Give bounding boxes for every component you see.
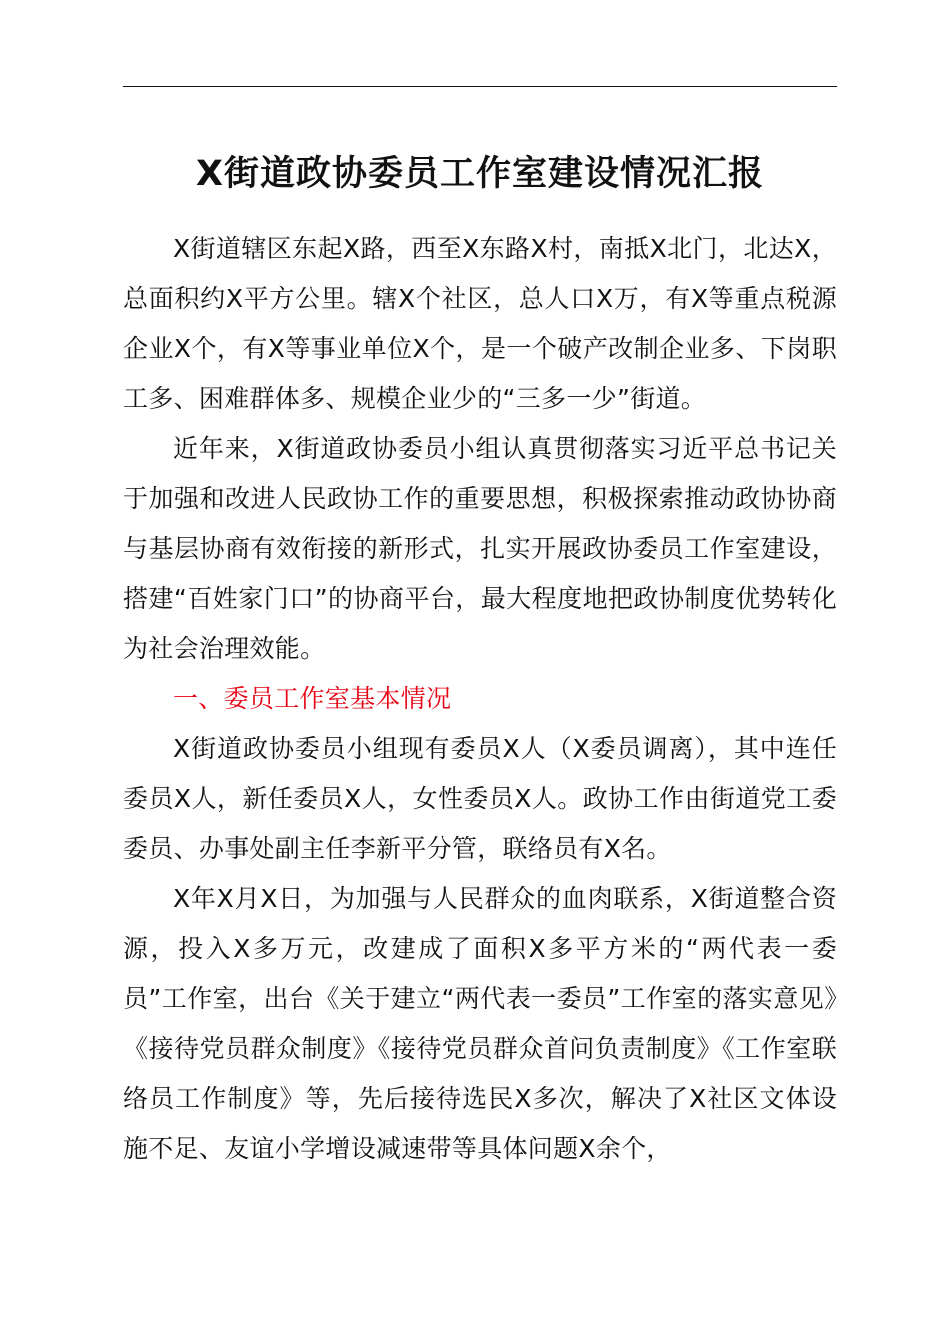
document-title: X街道政协委员工作室建设情况汇报: [196, 154, 764, 194]
section-1-paragraph-2: X年X月X日，为加强与人民群众的血肉联系，X街道整合资源，投入X多万元，改建成了面积X多平方米的“两代表一委员”工作室，出台《关于建立“两代表一委员”工作室的落实意见》《接待党员群众制度》《接待党员群众首问负责制度》《工作室联络员工作制度》等，先后接待选民X多次，解决了X社区文体设施不足、友谊小学增设减速带等具体问题X余个，: [123, 884, 837, 1163]
document-body: [123, 224, 837, 1174]
intro-paragraph-2: 近年来，X街道政协委员小组认真贯彻落实习近平总书记关于加强和改进人民政协工作的重要思想，积极探索推动政协协商与基层协商有效衔接的新形式，扎实开展政协委员工作室建设，搭建“百姓家门口”的协商平台，最大程度地把政协制度优势转化为社会治理效能。: [123, 434, 837, 663]
section-1-paragraph-1: X街道政协委员小组现有委员X人（X委员调离），其中连任委员X人，新任委员X人，女性委员X人。政协工作由街道党工委委员、办事处副主任李新平分管，联络员有X名。: [123, 734, 837, 863]
section-heading-1: 一、委员工作室基本情况: [173, 684, 452, 713]
intro-paragraph-1: X街道辖区东起X路，西至X东路X村，南抵X北门，北达X，总面积约X平方公里。辖X个社区，总人口X万，有X等重点税源企业X个，有X等事业单位X个，是一个破产改制企业多、下岗职工多、困难群体多、规模企业少的“三多一少”街道。: [123, 234, 837, 413]
header-rule: [123, 86, 837, 87]
